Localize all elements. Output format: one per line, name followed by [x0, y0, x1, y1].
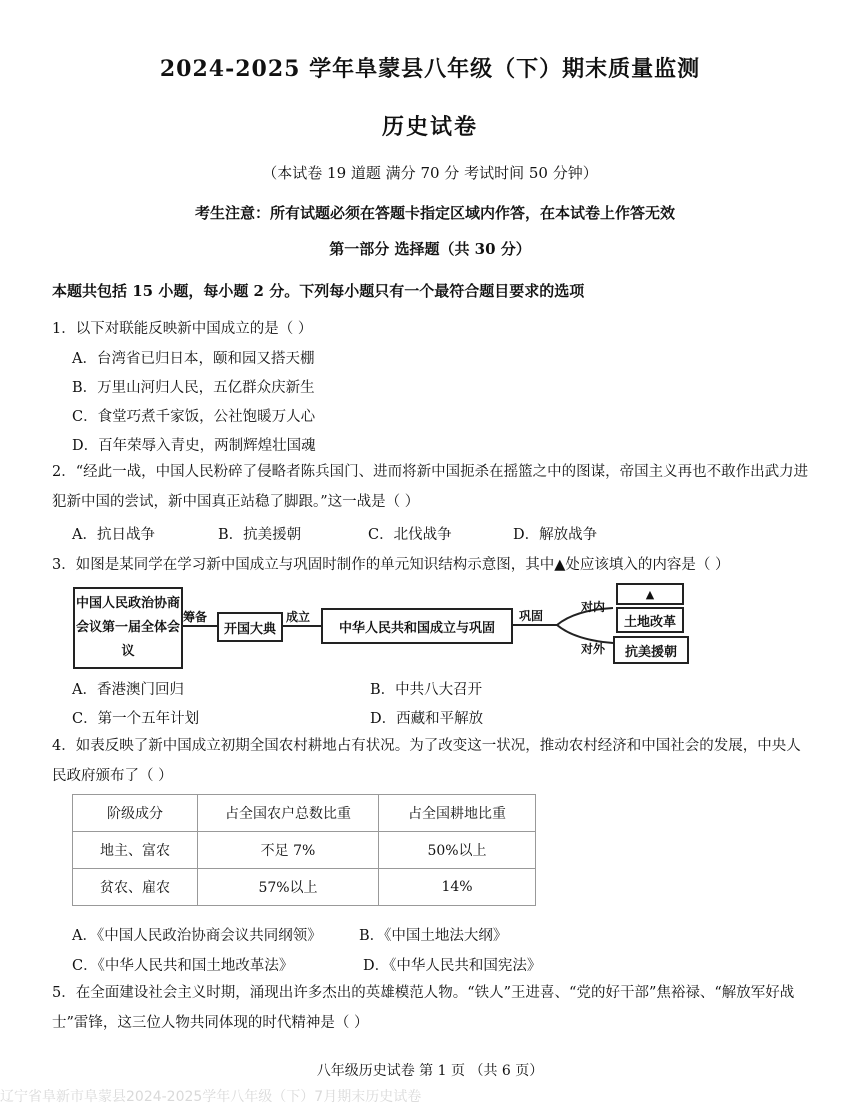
diagram-label-consolidate: 巩固 — [519, 609, 544, 623]
question-4-option-c[interactable]: C．《中华人民共和国土地改革法》 — [72, 958, 294, 974]
diagram-label-foreign: 对外 — [581, 642, 606, 656]
exam-notice: 考生注意：所有试题必须在答题卡指定区域内作答，在本试卷上作答无效 — [195, 204, 676, 222]
table-cell: 14% — [379, 869, 536, 906]
instructions: 本题共包括 15 小题，每小题 2 分。下列每小题只有一个最符合题目要求的选项 — [52, 282, 585, 300]
table-cell: 57%以上 — [198, 869, 379, 906]
table-header-row — [73, 795, 536, 832]
diagram-box-cppcc: 中国人民政治协商会议第一届全体会议 — [73, 587, 183, 669]
diagram-box-prc: 中华人民共和国成立与巩固 — [321, 608, 513, 644]
diagram-label-domestic: 对内 — [581, 600, 606, 614]
question-1-option-a[interactable]: A．台湾省已归日本，颐和园又搭天棚 — [72, 351, 315, 367]
diagram-connector — [511, 624, 557, 626]
table-cell: 不足 7% — [198, 832, 379, 869]
diagram-label-founding: 成立 — [286, 610, 311, 624]
question-5-stem: 5．在全面建设社会主义时期，涌现出许多杰出的英雄模范人物。“铁人”王进喜、“党的好干部”焦裕禄、“解放军好战士”雷锋，这三位人物共同体现的时代精神是（ ） — [52, 985, 795, 1031]
part-heading: 第一部分 选择题（共 30 分） — [329, 240, 531, 258]
question-2-stem: 2．“经此一战，中国人民粉碎了侵略者陈兵国门、进而将新中国扼杀在摇篮之中的图谋，帝国主义再也不敢作出武力进犯新中国的尝试，新中国真正站稳了脚跟。”这一战是（ ） — [52, 464, 809, 510]
question-1-option-b[interactable]: B．万里山河归人民，五亿群众庆新生 — [72, 380, 315, 396]
question-1-stem: 1．以下对联能反映新中国成立的是（ ） — [52, 321, 313, 337]
diagram-box-korean-war: 抗美援朝 — [613, 636, 689, 664]
question-3-stem: 3．如图是某同学在学习新中国成立与巩固时制作的单元知识结构示意图，其中▲处应该填入的内容是（ ） — [52, 557, 730, 573]
table-header-cell: 阶级成分 — [73, 795, 198, 832]
question-3-option-a[interactable]: A．香港澳门回归 — [72, 682, 184, 698]
diagram-box-land-reform: 土地改革 — [616, 607, 684, 633]
diagram-connector — [281, 625, 321, 627]
table-header-cell: 占全国农户总数比重 — [198, 795, 379, 832]
table-cell: 贫农、雇农 — [73, 869, 198, 906]
diagram-label-prepare: 筹备 — [183, 610, 208, 624]
table-row — [73, 869, 536, 906]
question-2-option-b[interactable]: B．抗美援朝 — [218, 527, 302, 543]
question-4-option-b[interactable]: B．《中国土地法大纲》 — [359, 928, 508, 944]
diagram-box-ceremony: 开国大典 — [217, 612, 283, 642]
table-cell: 50%以上 — [379, 832, 536, 869]
diagram-connector — [181, 625, 217, 627]
question-3-option-c[interactable]: C．第一个五年计划 — [72, 711, 200, 727]
question-3-option-b[interactable]: B．中共八大召开 — [370, 682, 483, 698]
table-cell: 地主、富农 — [73, 832, 198, 869]
question-2-option-c[interactable]: C．北伐战争 — [368, 527, 452, 543]
question-4-option-d[interactable]: D．《中华人民共和国宪法》 — [363, 958, 542, 974]
exam-meta: （本试卷 19 道题 满分 70 分 考试时间 50 分钟） — [262, 164, 598, 182]
exam-subtitle: 历史试卷 — [381, 114, 478, 140]
question-2-option-d[interactable]: D．解放战争 — [513, 527, 598, 543]
page-footer: 八年级历史试卷 第 1 页 （共 6 页） — [316, 1063, 544, 1079]
question-1-option-d[interactable]: D．百年荣辱入青史，两制辉煌壮国魂 — [72, 438, 316, 454]
question-4-option-a[interactable]: A．《中国人民政治协商会议共同纲领》 — [72, 928, 322, 944]
diagram-box-blank: ▲ — [616, 583, 684, 605]
exam-title: 2024-2025 学年阜蒙县八年级（下）期末质量监测 — [159, 56, 701, 82]
question-1-option-c[interactable]: C．食堂巧煮千家饭，公社饱暖万人心 — [72, 409, 316, 425]
watermark-text: 辽宁省阜新市阜蒙县2024-2025学年八年级（下）7月期末历史试卷 — [0, 1089, 422, 1105]
question-2-option-a[interactable]: A．抗日战争 — [72, 527, 155, 543]
table-header-cell: 占全国耕地比重 — [379, 795, 536, 832]
farmland-table — [72, 794, 536, 906]
question-3-option-d[interactable]: D．西藏和平解放 — [370, 711, 484, 727]
table-row — [73, 832, 536, 869]
question-4-stem: 4．如表反映了新中国成立初期全国农村耕地占有状况。为了改变这一状况，推动农村经济和中国社会的发展，中央人民政府颁布了（ ） — [52, 738, 801, 784]
